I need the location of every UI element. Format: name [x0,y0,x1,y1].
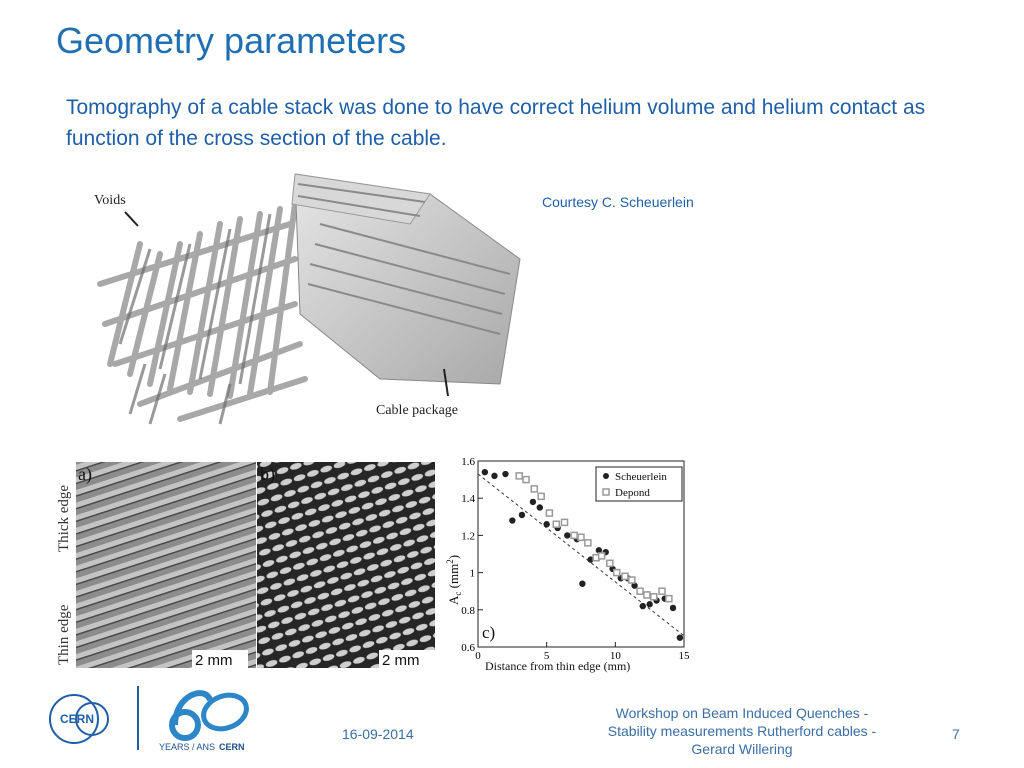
courtesy-credit: Courtesy C. Scheuerlein [542,194,694,210]
data-point-depond [571,532,577,538]
data-point-depond [666,596,672,602]
legend-marker-depond [603,489,609,495]
data-point-scheuerlein [646,601,652,607]
data-point-scheuerlein [502,471,508,477]
data-point-depond [578,534,584,540]
y-tick-label: 1 [469,567,475,580]
data-point-scheuerlein [564,532,570,538]
y-tick-label: 1.2 [461,530,475,543]
y-tick-label: 1.6 [461,456,475,468]
panel-c-label: c) [482,623,496,642]
legend-scheuerlein: Scheuerlein [615,471,667,483]
legend-depond: Depond [615,487,650,499]
legend [596,467,682,501]
logo-cern-text: CERN [219,742,245,752]
data-point-depond [599,553,605,559]
slide-title: Geometry parameters [56,20,407,61]
data-point-depond [607,560,613,566]
x-tick-label: 15 [678,650,690,662]
data-point-scheuerlein [491,473,497,479]
logo-divider [137,686,139,750]
thin-edge-label: Thin edge [56,604,72,665]
data-point-scheuerlein [670,605,676,611]
data-point-depond [523,477,529,483]
data-point-depond [546,510,552,516]
data-point-depond [644,592,650,598]
x-tick-label: 10 [609,650,621,662]
y-tick-label: 1.4 [461,493,475,506]
data-point-scheuerlein [677,635,683,641]
cable-package-label: Cable package [376,403,459,418]
data-point-scheuerlein [640,603,646,609]
panel-a-label: a) [78,464,92,484]
micrograph-a [52,460,257,670]
footer-date: 16-09-2014 [342,726,414,742]
logo-years-text: YEARS / ANS [159,742,216,752]
data-point-depond [622,573,628,579]
scale-bar-b: 2 mm [382,652,420,669]
data-point-depond [614,570,620,576]
cern-logo-text: CERN [60,712,95,726]
micrograph-b [257,460,437,670]
panel-b-label: b) [260,464,275,484]
data-point-scheuerlein [530,499,536,505]
data-point-depond [562,519,568,525]
data-point-depond [659,588,665,594]
tomography-image [80,164,540,450]
data-point-depond [651,594,657,600]
data-point-scheuerlein [482,469,488,475]
y-axis-label: $A_c$ $(mm^2)$ [445,554,463,605]
page-number: 7 [952,726,960,742]
data-point-depond [629,577,635,583]
x-axis-label: Distance from thin edge (mm) [485,659,631,673]
x-tick-label: 0 [475,650,481,662]
data-point-depond [553,521,559,527]
data-point-scheuerlein [519,512,525,518]
voids-label: Voids [94,193,126,208]
y-tick-label: 0.8 [461,604,475,617]
y-tick-label: 0.6 [461,642,475,654]
data-point-depond [637,588,643,594]
data-point-depond [531,486,537,492]
data-point-depond [538,493,544,499]
cern-logo [44,690,124,748]
thick-edge-label: Thick edge [56,484,72,552]
legend-marker-scheuerlein [603,473,609,479]
intro-text: Tomography of a cable stack was done to have correct helium volume and helium contact as function of the cross section of the cable. [66,96,926,150]
footer-event: Workshop on Beam Induced Quenches - Stability measurements Rutherford cables - Gerard Willering [607,705,877,757]
area-vs-distance-chart [440,455,700,680]
data-point-depond [516,473,522,479]
cern-60-years-logo [155,680,260,755]
data-point-scheuerlein [537,504,543,510]
data-point-scheuerlein [509,517,515,523]
data-point-scheuerlein [579,581,585,587]
x-tick-label: 5 [543,650,550,662]
data-point-scheuerlein [543,521,549,527]
data-point-depond [585,540,591,546]
scale-bar-a: 2 mm [195,652,233,669]
